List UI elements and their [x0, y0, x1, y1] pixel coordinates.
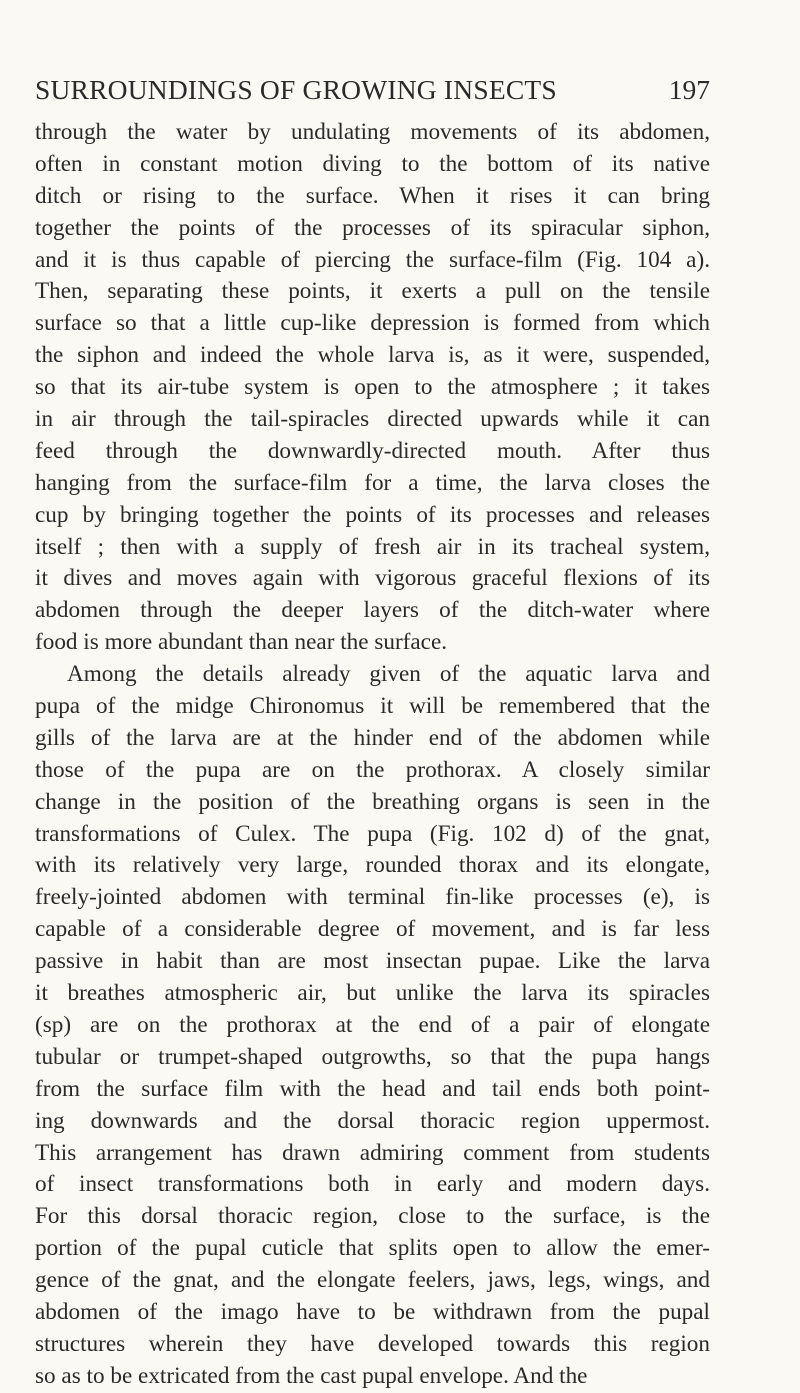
text-line: surface so that a little cup-like depression is formed from which [35, 310, 710, 337]
text-line: and it is thus capable of piercing the surface-film (Fig. 104 a). [35, 246, 710, 273]
text-line: capable of a considerable degree of movement, and is far less [35, 916, 710, 943]
running-head [35, 74, 710, 112]
text-line: hanging from the surface-film for a time, the larva closes the [35, 469, 710, 496]
paragraph-end-line: food is more abundant than near the surface. [35, 629, 448, 656]
text-line: (sp) are on the prothorax at the end of a pair of elongate [35, 1011, 710, 1038]
text-line: so that its air-tube system is open to the atmosphere ; it takes [35, 374, 710, 401]
text-line: For this dorsal thoracic region, close to the surface, is the [35, 1203, 710, 1230]
paragraph-start-line: Among the details already given of the aquatic larva and [67, 661, 710, 688]
running-head-title: SURROUNDINGS OF GROWING INSECTS [35, 74, 557, 105]
text-line: freely-jointed abdomen with terminal fin-like processes (e), is [35, 884, 710, 911]
text-line: with its relatively very large, rounded thorax and its elongate, [35, 852, 710, 879]
page-number: 197 [668, 74, 710, 105]
text-line: those of the pupa are on the prothorax. A closely similar [35, 756, 710, 783]
text-line: through the water by undulating movements of its abdomen, [35, 119, 710, 145]
text-line: change in the position of the breathing organs is seen in the [35, 788, 710, 815]
text-line: ing downwards and the dorsal thoracic region uppermost. [35, 1107, 710, 1134]
text-line: abdomen through the deeper layers of the ditch-water where [35, 597, 710, 624]
text-line: passive in habit than are most insectan pupae. Like the larva [35, 948, 710, 975]
text-line: gills of the larva are at the hinder end of the abdomen while [35, 724, 710, 751]
text-line: together the points of the processes of its spiracular siphon, [35, 214, 710, 241]
text-line: in air through the tail-spiracles directed upwards while it can [35, 406, 710, 433]
text-line: transformations of Culex. The pupa (Fig. 102 d) of the gnat, [35, 820, 710, 847]
text-line: so as to be extricated from the cast pupal envelope. And the [35, 1362, 588, 1389]
text-line: it dives and moves again with vigorous graceful flexions of its [35, 565, 710, 592]
text-line: feed through the downwardly-directed mouth. After thus [35, 437, 710, 464]
text-line: pupa of the midge Chironomus it will be remembered that the [35, 693, 710, 720]
text-line: tubular or trumpet-shaped outgrowths, so that the pupa hangs [35, 1043, 710, 1070]
text-line: cup by bringing together the points of its processes and releases [35, 501, 710, 528]
text-line: This arrangement has drawn admiring comment from students [35, 1139, 710, 1166]
text-line: from the surface film with the head and tail ends both point- [35, 1075, 710, 1102]
text-line: portion of the pupal cuticle that splits open to allow the emer- [35, 1235, 710, 1262]
text-line: abdomen of the imago have to be withdrawn from the pupal [35, 1298, 710, 1325]
text-line: gence of the gnat, and the elongate feelers, jaws, legs, wings, and [35, 1267, 710, 1294]
text-line: ditch or rising to the surface. When it rises it can bring [35, 182, 710, 209]
text-line: Then, separating these points, it exerts a pull on the tensile [35, 278, 710, 305]
text-line: often in constant motion diving to the bottom of its native [35, 150, 710, 177]
text-line: the siphon and indeed the whole larva is, as it were, suspended, [35, 342, 710, 369]
text-line: of insect transformations both in early and modern days. [35, 1171, 710, 1198]
text-line: it breathes atmospheric air, but unlike the larva its spiracles [35, 980, 710, 1007]
text-line: structures wherein they have developed towards this region [35, 1330, 710, 1357]
body-text [35, 117, 710, 1393]
text-line: itself ; then with a supply of fresh air in its tracheal system, [35, 533, 710, 560]
